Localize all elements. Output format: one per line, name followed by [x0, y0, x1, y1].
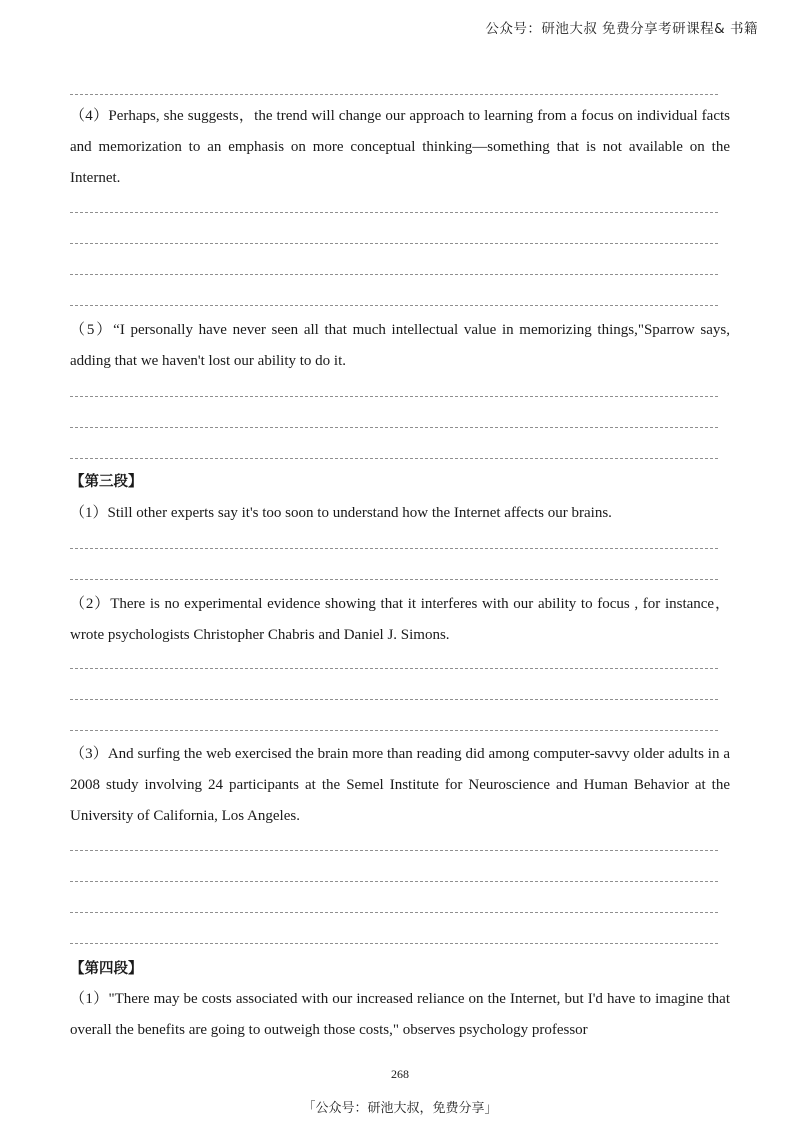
- section-title-part4: 【第四段】: [70, 961, 143, 977]
- page-number: 268: [391, 1067, 409, 1081]
- answer-line: [70, 396, 718, 397]
- answer-line: [70, 458, 718, 459]
- section-title-part3: 【第三段】: [70, 474, 143, 490]
- answer-line: [70, 305, 718, 306]
- answer-line: [70, 943, 718, 944]
- answer-line: [70, 548, 718, 549]
- answer-line: [70, 274, 718, 275]
- answer-line: [70, 912, 718, 913]
- paragraph-3-2: （2）There is no experimental evidence showing that it interferes with our ability to focus , for instance，wrote psychologists Christopher Chabris and Daniel J. Simons.: [70, 596, 730, 643]
- paragraph-3-1: （1）Still other experts say it's too soon to understand how the Internet affects our brains.: [70, 505, 612, 521]
- paragraph-2-5: （5）“I personally have never seen all that much intellectual value in memorizing things,"Sparrow says, adding that we haven't lost our ability to do it.: [70, 322, 730, 369]
- answer-line: [70, 668, 718, 669]
- header-note: 公众号：研池大叔 免费分享考研课程& 书籍: [485, 21, 758, 37]
- answer-line: [70, 579, 718, 580]
- answer-line: [70, 850, 718, 851]
- answer-line: [70, 243, 718, 244]
- answer-line: [70, 427, 718, 428]
- paragraph-3-3: （3）And surfing the web exercised the brain more than reading did among computer-savvy older adults in a 2008 study involving 24 participants at the Semel Institute for Neuroscience and Human Behavior at the University of California, Los Angeles.: [70, 746, 730, 824]
- answer-line: [70, 699, 718, 700]
- answer-line: [70, 881, 718, 882]
- answer-line: [70, 730, 718, 731]
- paragraph-4-1: （1）"There may be costs associated with our increased reliance on the Internet, but I'd have to imagine that overall the benefits are going to outweigh those costs," observes psychology professor: [70, 991, 730, 1038]
- paragraph-2-4: （4）Perhaps, she suggests，the trend will change our approach to learning from a focus on individual facts and memorization to an emphasis on more conceptual thinking—something that is not available on the Internet.: [70, 108, 730, 186]
- footer-note: 「公众号：研池大叔，免费分享」: [302, 1101, 498, 1116]
- answer-line: [70, 94, 718, 95]
- answer-line: [70, 212, 718, 213]
